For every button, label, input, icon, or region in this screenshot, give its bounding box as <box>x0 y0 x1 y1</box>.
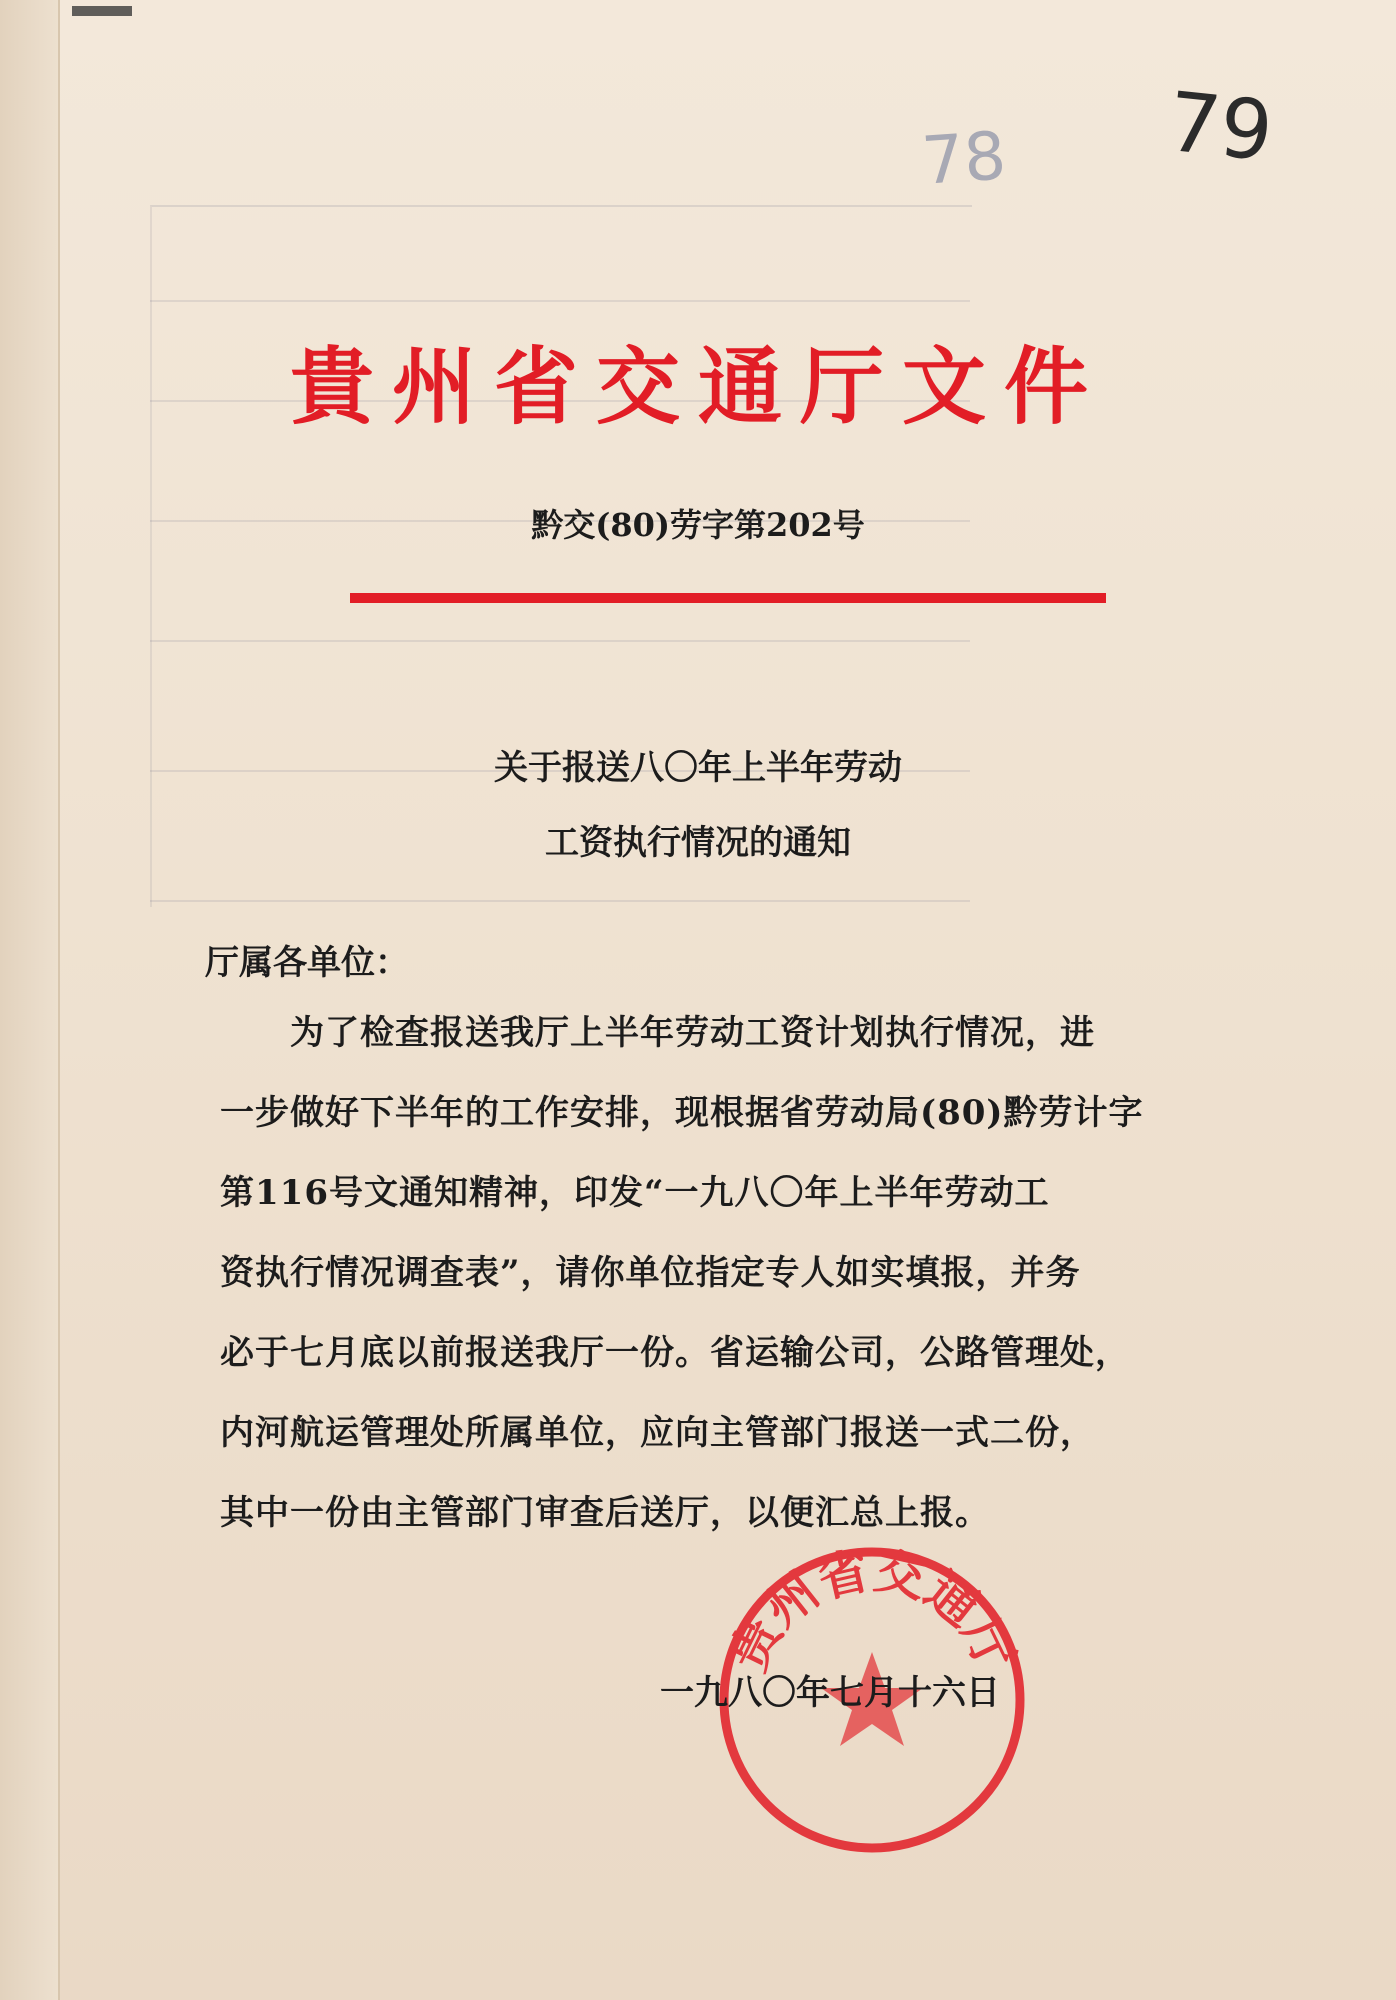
bleed-line <box>150 300 970 302</box>
body-line: 一步做好下半年的工作安排，现根据省劳动局(80)黔劳计字 <box>220 1093 1144 1133</box>
body-line: 其中一份由主管部门审查后送厅，以便汇总上报。 <box>220 1493 990 1533</box>
red-divider <box>350 593 1106 603</box>
body-line: 资执行情况调查表”，请你单位指定专人如实填报，并务 <box>220 1253 1081 1293</box>
bleed-through-form <box>150 205 972 907</box>
notice-title-line-2: 工资执行情况的通知 <box>545 823 851 863</box>
body-line: 必于七月底以前报送我厅一份。省运输公司，公路管理处， <box>220 1333 1130 1373</box>
handwritten-page-number: 79 <box>1163 74 1278 181</box>
bleed-line <box>150 900 970 902</box>
seal-text: 贵州省交通厅 <box>718 1540 1026 1680</box>
document-header: 貴州省交通厅文件 <box>289 337 1106 436</box>
binding-strip <box>0 0 60 2000</box>
body-line: 为了检查报送我厅上半年劳动工资计划执行情况，进 <box>290 1013 1095 1053</box>
body-line: 第116号文通知精神，印发“一九八〇年上半年劳动工 <box>220 1173 1050 1213</box>
body-line: 内河航运管理处所属单位，应向主管部门报送一式二份， <box>220 1413 1095 1453</box>
bleed-line <box>150 640 970 642</box>
top-mark <box>72 6 132 16</box>
faint-page-number: 78 <box>919 117 1009 200</box>
issue-date: 一九八〇年七月十六日 <box>660 1673 1000 1713</box>
salutation: 厅属各单位： <box>205 943 409 983</box>
document-number: 黔交(80)劳字第202号 <box>531 506 865 544</box>
notice-title-line-1: 关于报送八〇年上半年劳动 <box>494 748 902 788</box>
